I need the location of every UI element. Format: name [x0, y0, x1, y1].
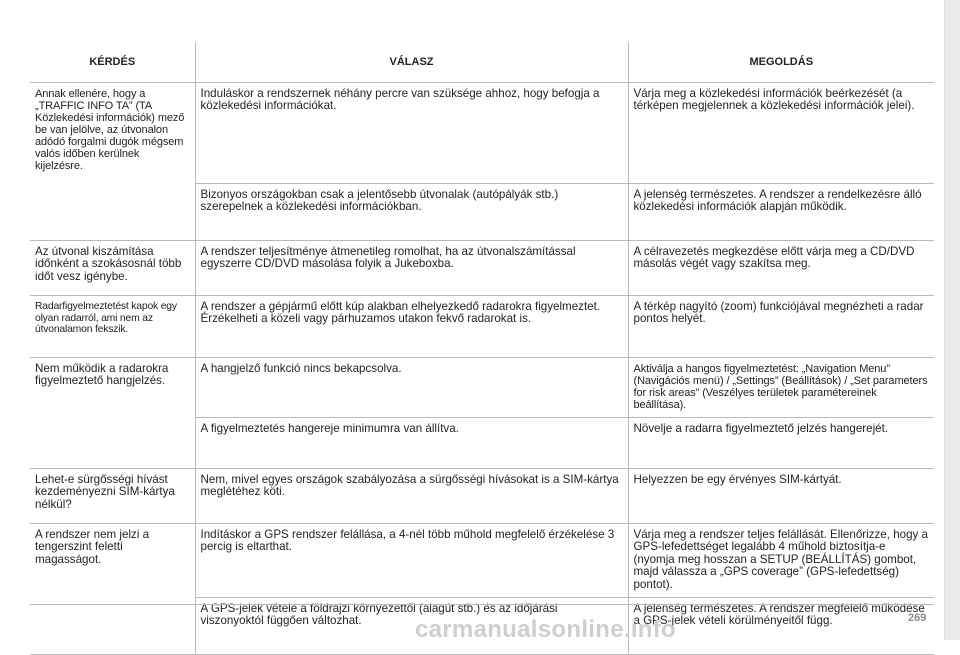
watermark: carmanualsonline.info [415, 616, 677, 643]
answer-cell: A rendszer a gépjármű előtt kúp alakban elhelyezkedő radarokra figyelmeztet. Érzékelheti a közeli vagy párhuzamos utakon fekvő radarokat is. [195, 296, 628, 358]
question-cell: Annak ellenére, hogy a „TRAFFIC INFO TA” (TA Közlekedési információk) mező be van jelölve, az útvonalon adódó forgalmi dugók mégsem valós időben kerülnek kijelzésre. [30, 83, 195, 241]
solution-cell: Növelje a radarra figyelmeztető jelzés hangerejét. [628, 418, 934, 469]
table-row [30, 241, 934, 296]
solution-cell: A célravezetés megkezdése előtt várja meg a CD/DVD másolás végét vagy szakítsa meg. [628, 241, 934, 296]
question-cell: A rendszer nem jelzi a tengerszint feletti magasságot. [30, 524, 195, 655]
question-cell: Az útvonal kiszámítása időnként a szokásosnál több időt vesz igénybe. [30, 241, 195, 296]
solution-cell: Várja meg a rendszer teljes felállását. Ellenőrizze, hogy a GPS-lefedettséget legalább 4 műhold biztosítja-e (nyomja meg hosszan a SETUP (BEÁLLÍTÁS) gombot, majd válassza a „GPS coverage” (GPS-lefedettség) pontot). [628, 524, 934, 598]
solution-cell: Helyezzen be egy érvényes SIM-kártyát. [628, 469, 934, 524]
question-cell: Nem működik a radarokra figyelmeztető hangjelzés. [30, 358, 195, 469]
answer-cell: Nem, mivel egyes országok szabályozása a sürgősségi hívásokat is a SIM-kártya meglétéhez köti. [195, 469, 628, 524]
table-row [30, 524, 934, 598]
answer-cell: Indításkor a GPS rendszer felállása, a 4-nél több műhold megfelelő érzékelése 3 percig is eltarthat. [195, 524, 628, 598]
faq-table [30, 42, 934, 655]
page-number: 269 [908, 612, 927, 624]
solution-cell: A térkép nagyító (zoom) funkciójával megnézheti a radar pontos helyét. [628, 296, 934, 358]
answer-cell: A rendszer teljesítménye átmenetileg romolhat, ha az útvonalszámítással egyszerre CD/DVD másolása folyik a Jukeboxba. [195, 241, 628, 296]
bottom-rule [30, 604, 934, 605]
table-row [30, 469, 934, 524]
table-row [30, 296, 934, 358]
header-question: KÉRDÉS [30, 42, 195, 83]
answer-cell: A figyelmeztetés hangereje minimumra van állítva. [195, 418, 628, 469]
question-cell: Lehet-e sürgősségi hívást kezdeményezni SIM-kártya nélkül? [30, 469, 195, 524]
solution-cell: A jelenség természetes. A rendszer megfelelő működése a GPS-jelek vételi körülményeitől függ. [628, 598, 934, 655]
question-cell: Radarfigyelmeztetést kapok egy olyan radarról, ami nem az útvonalamon fekszik. [30, 296, 195, 358]
answer-cell: A hangjelző funkció nincs bekapcsolva. [195, 358, 628, 418]
scrollbar[interactable] [944, 0, 960, 640]
header-solution: MEGOLDÁS [628, 42, 934, 83]
solution-cell: A jelenség természetes. A rendszer a rendelkezésre álló közlekedési információk alapján működik. [628, 184, 934, 241]
solution-cell: Aktiválja a hangos figyelmeztetést: „Navigation Menu” (Navigációs menü) / „Settings” (Beállítások) / „Set parameters for risk areas” (Veszélyes területek paramétereinek beállítása). [628, 358, 934, 418]
header-answer: VÁLASZ [195, 42, 628, 83]
table-row [30, 83, 934, 184]
table-row [30, 358, 934, 418]
answer-cell: A GPS-jelek vétele a földrajzi környezettől (alagút stb.) és az időjárási viszonyoktól függően változhat. [195, 598, 628, 655]
answer-cell: Bizonyos országokban csak a jelentősebb útvonalak (autópályák stb.) szerepelnek a közlekedési információkban. [195, 184, 628, 241]
solution-cell: Várja meg a közlekedési információk beérkezését (a térképen megjelennek a közlekedési információk jelei). [628, 83, 934, 184]
table-header-row [30, 42, 934, 83]
answer-cell: Induláskor a rendszernek néhány percre van szüksége ahhoz, hogy befogja a közlekedési információkat. [195, 83, 628, 184]
